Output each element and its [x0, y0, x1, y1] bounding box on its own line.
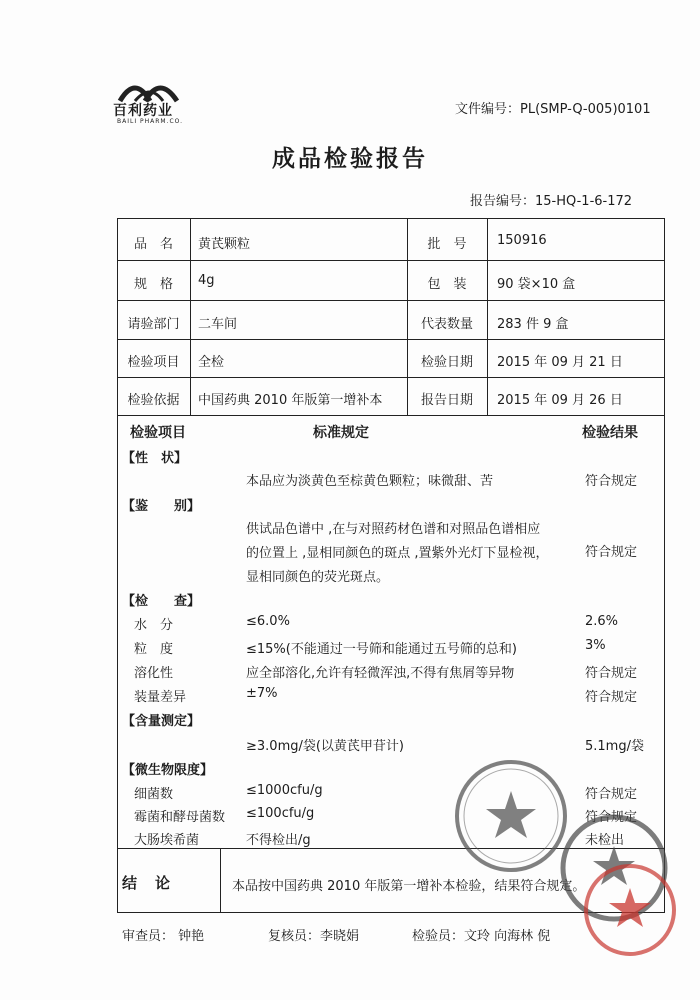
assay-result: 5.1mg/袋	[585, 739, 644, 754]
conclusion-label: 结论	[122, 874, 189, 892]
rdate-value: 2015 年 09 月 26 日	[497, 393, 623, 408]
character-standard: 本品应为淡黄色至棕黄色颗粒；味微甜、苦	[246, 474, 494, 489]
qty-value: 283 件 9 盒	[497, 317, 569, 332]
microbe-name: 大肠埃希菌	[134, 833, 200, 848]
inspector: 检验员：文玲 向海林 倪	[412, 929, 551, 944]
microbe-name: 细菌数	[134, 787, 174, 802]
basis-value: 中国药典 2010 年版第一增补本	[198, 393, 383, 408]
red-seal-icon	[580, 860, 680, 960]
section-examination: 【检 查】	[122, 594, 201, 609]
section-identification: 【鉴 别】	[122, 499, 201, 514]
exam-standard: 应全部溶化,允许有轻微浑浊,不得有焦屑等异物	[246, 666, 515, 681]
checker: 复核员：李晓娟	[268, 929, 360, 944]
report-number: 报告编号：15-HQ-1-6-172	[470, 194, 633, 209]
section-microbe: 【微生物限度】	[122, 763, 214, 778]
company-name-en: BAILI PHARM.CO.	[117, 118, 184, 125]
pack-label: 包 装	[427, 277, 467, 292]
batch-label: 批 号	[427, 237, 467, 252]
item-value: 全检	[198, 355, 225, 370]
assay-standard: ≥3.0mg/袋(以黄芪甲苷计)	[246, 739, 405, 754]
dept-value: 二车间	[198, 317, 238, 332]
rdate-label: 报告日期	[420, 393, 473, 408]
exam-name: 装量差异	[134, 690, 187, 705]
header-result: 检验结果	[582, 425, 638, 441]
section-assay: 【含量测定】	[122, 714, 201, 729]
exam-standard: ≤15%(不能通过一号筛和能通过五号筛的总和)	[246, 642, 517, 657]
exam-standard: ±7%	[246, 686, 278, 701]
exam-name: 溶化性	[134, 666, 174, 681]
microbe-standard: ≤1000cfu/g	[246, 783, 323, 798]
product-value: 黄芪颗粒	[198, 237, 251, 252]
spec-value: 4g	[198, 273, 215, 288]
microbe-standard: 不得检出/g	[246, 833, 311, 848]
item-label: 检验项目	[127, 355, 180, 370]
company-name-cn: 百利药业	[113, 103, 173, 119]
page-title: 成品检验报告	[272, 146, 428, 172]
character-result: 符合规定	[585, 474, 638, 489]
exam-result: 3%	[585, 638, 606, 653]
spec-label: 规 格	[133, 277, 173, 292]
microbe-result: 未检出	[585, 833, 625, 848]
pack-value: 90 袋×10 盒	[497, 277, 576, 292]
document-number: 文件编号：PL(SMP-Q-005)0101	[455, 102, 651, 117]
identification-line1: 供试品色谱中 ,在与对照药材色谱和对照品色谱相应	[246, 522, 541, 537]
exam-standard: ≤6.0%	[246, 614, 290, 629]
microbe-standard: ≤100cfu/g	[246, 806, 315, 821]
exam-name: 粒 度	[134, 642, 174, 657]
exam-result: 2.6%	[585, 614, 619, 629]
company-seal-icon	[452, 757, 570, 875]
exam-name: 水 分	[134, 618, 174, 633]
microbe-name: 霉菌和酵母菌数	[134, 810, 226, 825]
identification-line3: 显相同颜色的荧光斑点。	[246, 570, 390, 585]
dept-label: 请验部门	[127, 317, 180, 332]
identification-result: 符合规定	[585, 545, 638, 560]
header-standard: 标准规定	[313, 425, 369, 441]
reviewer: 审查员： 钟艳	[122, 929, 205, 944]
product-label: 品 名	[133, 237, 173, 252]
exam-result: 符合规定	[585, 666, 638, 681]
basis-label: 检验依据	[127, 393, 180, 408]
header-item: 检验项目	[130, 425, 186, 441]
qty-label: 代表数量	[420, 317, 473, 332]
company-logo-icon	[115, 75, 185, 103]
identification-line2: 的位置上 ,显相同颜色的斑点 ,置紫外光灯下显检视，	[246, 546, 549, 561]
date-value: 2015 年 09 月 21 日	[497, 355, 623, 370]
microbe-result: 符合规定	[585, 787, 638, 802]
exam-result: 符合规定	[585, 690, 638, 705]
conclusion-text: 本品按中国药典 2010 年版第一增补本检验，结果符合规定。	[232, 879, 586, 894]
section-character: 【性 状】	[122, 451, 188, 466]
microbe-result: 符合规定	[585, 810, 638, 825]
date-label: 检验日期	[420, 355, 473, 370]
batch-value: 150916	[497, 233, 547, 248]
